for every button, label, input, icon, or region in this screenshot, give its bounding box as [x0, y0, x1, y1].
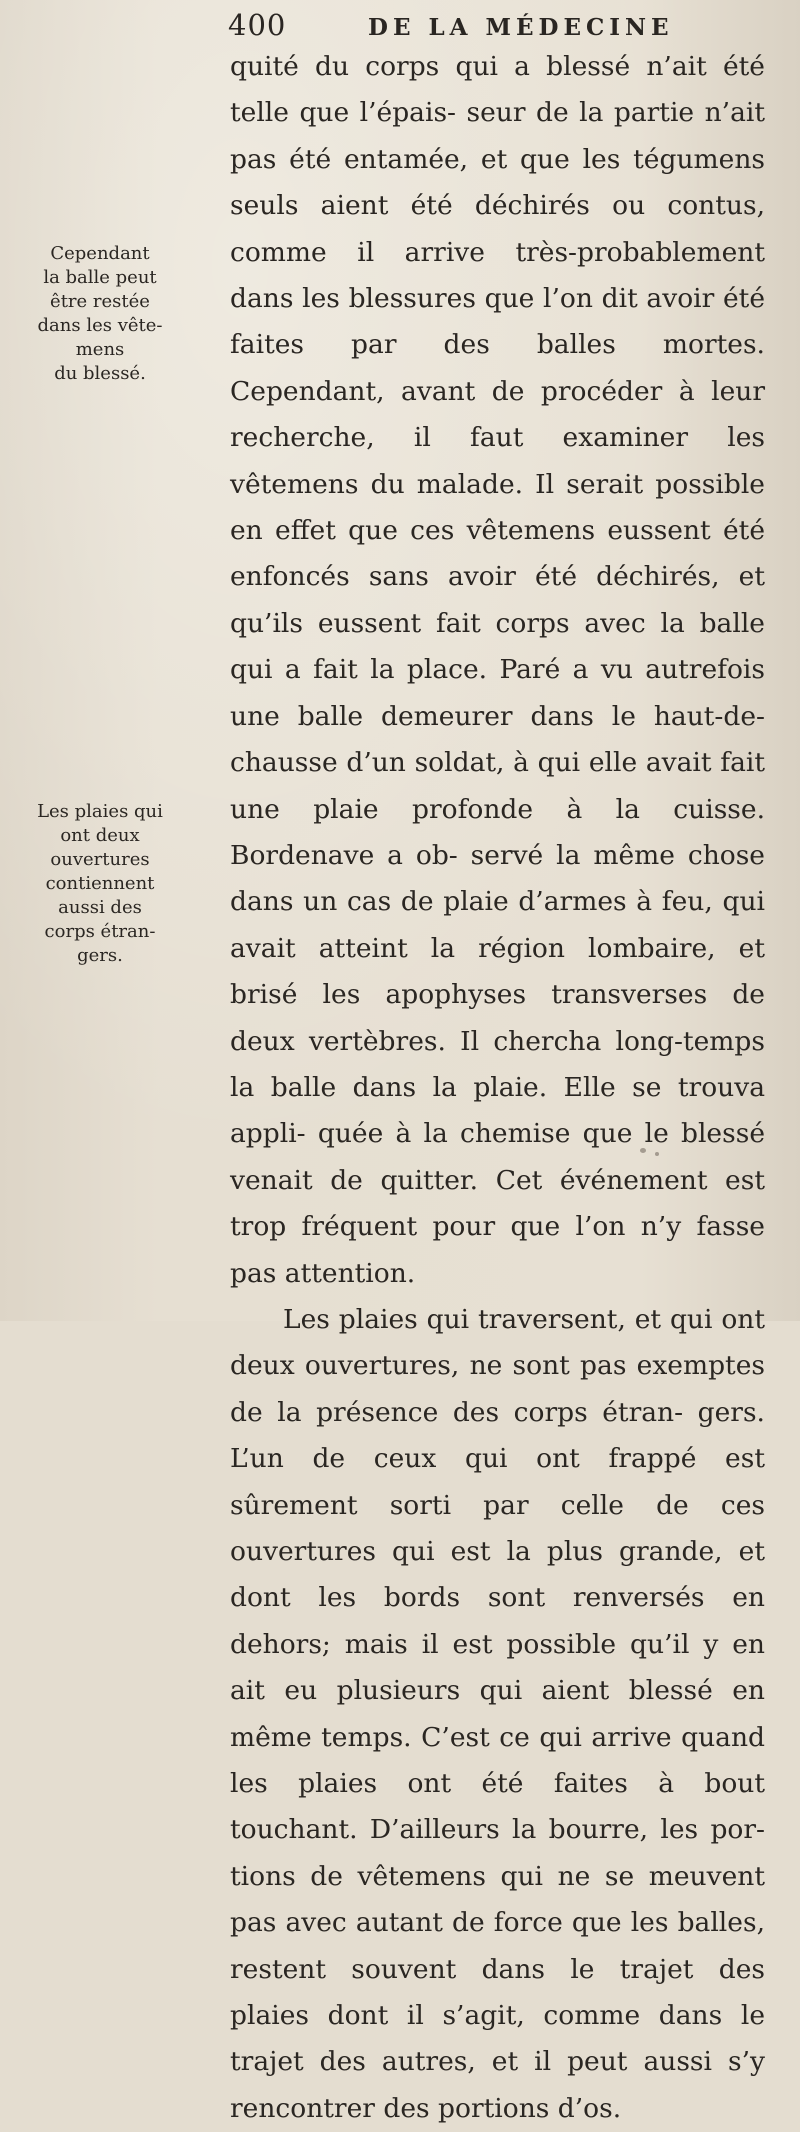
paragraph: quité du corps qui a blessé n’ait été telle que l’épais- seur de la partie n’ait pas été entamée, et que les tégumens seuls aient été déchirés ou contus, comme il arrive très-probablement dans les blessures que l’on dit avoir été faites par des balles mortes. Cependant, avant de procéder à leur recherche, il faut examiner les vêtemens du malade. Il serait possible en effet que ces vêtemens eussent été enfoncés sans avoir été déchirés, et qu’ils eussent fait corps avec la balle qui a fait la place. Paré a vu autrefois une balle demeurer dans le haut-de-chausse d’un soldat, à qui elle avait fait une plaie profonde à la cuisse. Bordenave a ob- servé la même chose dans un cas de plaie d’armes à feu, qui avait atteint la région lombaire, et brisé les apophyses transverses de deux vertèbres. Il chercha long-temps la balle dans la plaie. Elle se trouva appli- quée à la chemise que le blessé venait de quitter. Cet événement est trop fréquent pour que l’on n’y fasse pas attention.: [230, 51, 765, 1289]
margin-note-clothing: Cependant la balle peut être restée dans les vête- mens du blessé.: [37, 243, 163, 384]
paragraph: Les plaies qui traversent, et qui ont deux ouvertures, ne sont pas exemptes de la présence des corps étran- gers. L’un de ceux qui ont frappé est sûrement sorti par celle de ces ouvertures qui est la plus grande, et dont les bords sont renversés en dehors; mais il est possible qu’il y en ait eu plusieurs qui aient blessé en même temps. C’est ce qui arrive quand les plaies ont été faites à bout touchant. D’ailleurs la bourre, les por- tions de vêtemens qui ne se meuvent pas avec autant de force que les balles, restent souvent dans le trajet des plaies dont il s’agit, comme dans le trajet des autres, et il peut aussi s’y rencontrer des portions d’os.: [230, 1303, 765, 2124]
page-number: 400: [228, 8, 287, 42]
ink-speck: [640, 1148, 646, 1153]
running-title: DE LA MÉDECINE: [368, 14, 674, 41]
page-header: [228, 8, 748, 48]
body-text: [230, 44, 765, 2132]
ink-speck: [655, 1152, 659, 1156]
margin-note-two-openings: Les plaies qui ont deux ouvertures contiennent aussi des corps étran- gers.: [37, 801, 163, 966]
